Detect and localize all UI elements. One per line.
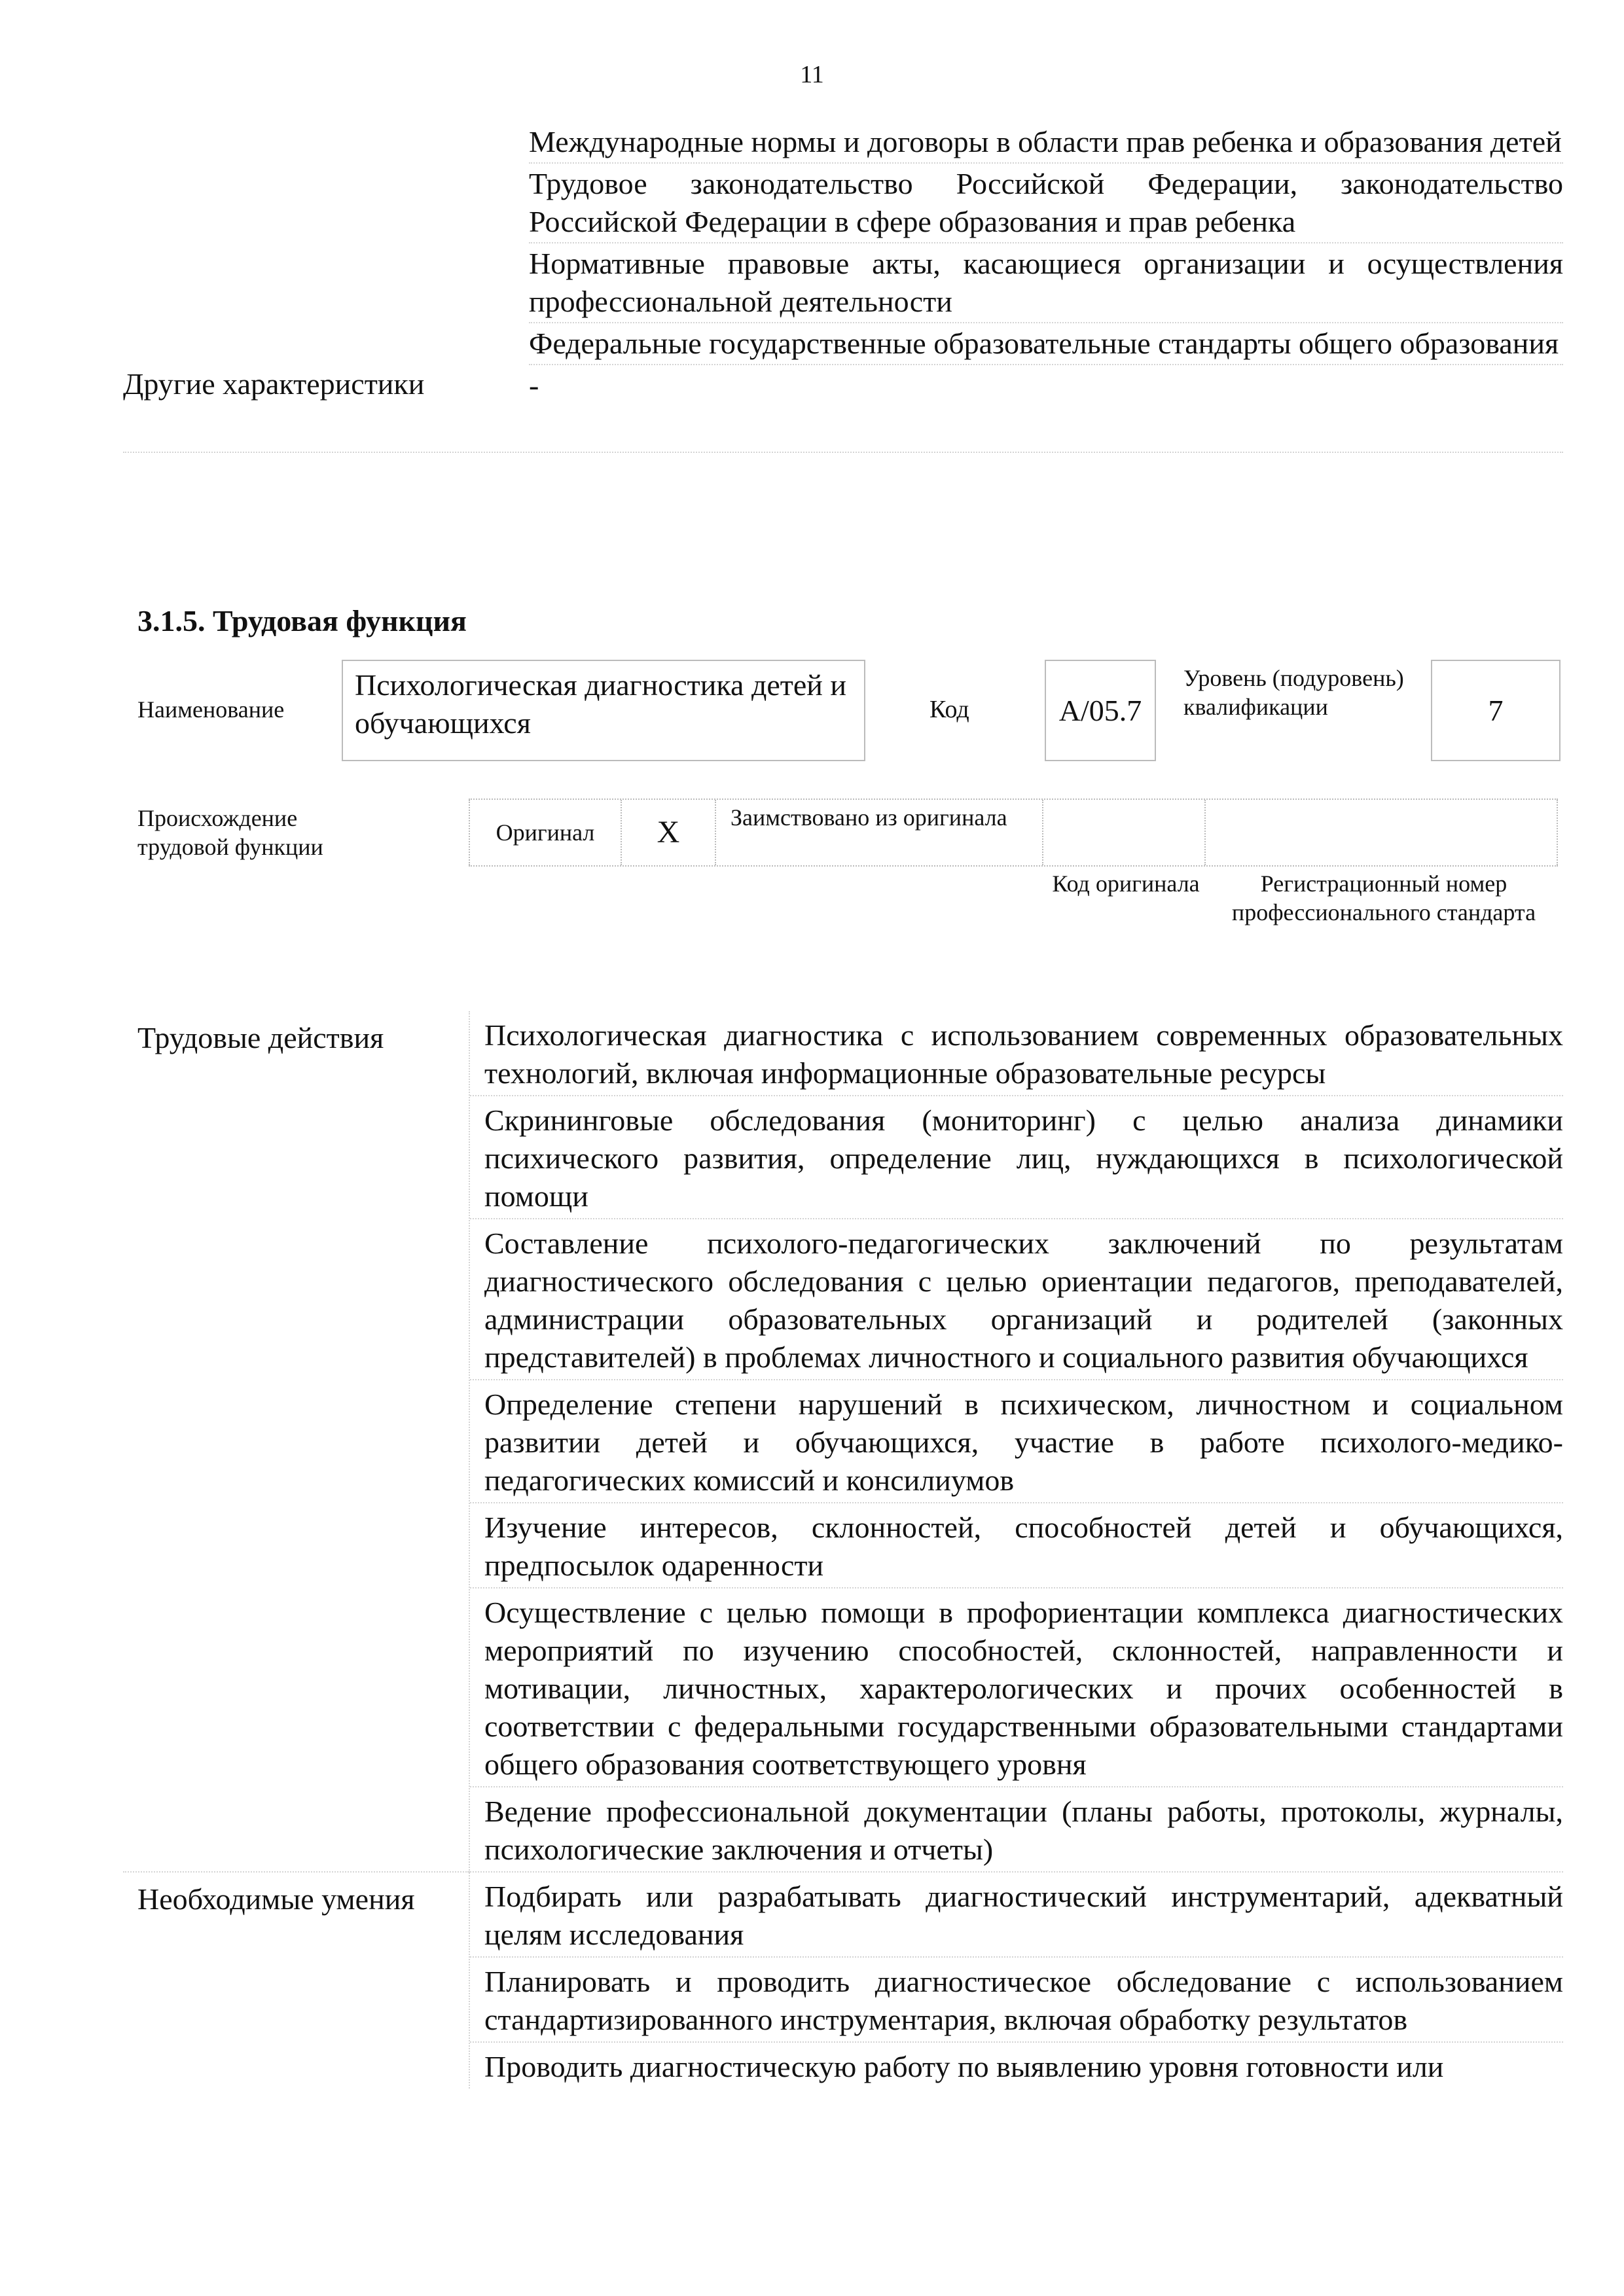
labor-action-item: Осуществление с целью помощи в профориентации комплекса диагностических мероприятий по изучению способностей, склонностей, направленности и мотивации, личностных, характерологических и прочих особенностей в соответствии с федеральными государственными образовательными стандартами общего образования соответствующего уровня [470,1588,1563,1787]
function-details-table [123,1011,1563,2089]
required-skills-label: Необходимые умения [137,1882,415,1916]
labor-action-item: Психологическая диагностика с использованием современных образовательных технологий, включая информационные образовательные ресурсы [470,1011,1563,1096]
knowledge-item: Федеральные государственные образовательные стандарты общего образования [529,323,1563,365]
original-cell: Оригинал [469,800,621,865]
skill-item: Подбирать или разрабатывать диагностический инструментарий, адекватный целям исследования [470,1873,1563,1958]
code-value-box: А/05.7 [1045,660,1156,761]
labor-action-item: Ведение профессиональной документации (планы работы, протоколы, журналы, психологические заключения и отчеты) [470,1787,1563,1873]
page-number: 11 [800,61,824,88]
function-name-box: Психологическая диагностика детей и обучающихся [342,660,865,761]
knowledge-row [123,122,1563,365]
origin-table [469,798,1558,867]
skill-item: Планировать и проводить диагностическое обследование с использованием стандартизированного инструментария, включая обработку результатов [470,1958,1563,2043]
section-title: 3.1.5. Трудовая функция [137,604,467,637]
original-code-cell [1042,800,1204,865]
labor-actions-row [123,1011,1563,1873]
registration-number-cell [1204,800,1558,865]
origin-label: Происхождение трудовой функции [137,805,323,860]
knowledge-item: Нормативные правовые акты, касающиеся организации и осуществления профессиональной деятельности [529,243,1563,323]
qualification-level-box: 7 [1431,660,1561,761]
labor-actions-items [469,1011,1563,1873]
required-skills-row [123,1873,1563,2089]
labor-action-item: Определение степени нарушений в психическом, личностном и социальном развитии детей и обучающихся, участие в работе психолого-медико-педагогических комиссий и консилиумов [470,1380,1563,1503]
qualification-level-label: Уровень (подуровень) квалификации [1183,665,1404,720]
other-characteristics-value: - [529,368,539,402]
knowledge-table-continuation [123,122,1563,453]
original-code-caption: Код оригинала [1052,870,1200,897]
borrowed-cell: Заимствовано из оригинала [715,800,1042,865]
skill-item: Проводить диагностическую работу по выявлению уровня готовности или [484,2050,1444,2083]
labor-action-item: Скрининговые обследования (мониторинг) с целью анализа динамики психического развития, определение лиц, нуждающихся в психологической помощи [470,1096,1563,1219]
labor-action-item: Изучение интересов, склонностей, способностей детей и обучающихся, предпосылок одаренности [470,1503,1563,1588]
labor-action-item: Составление психолого-педагогических заключений по результатам диагностического обследования с целью ориентации педагогов, преподавателей, администрации образовательных организаций и родителей (законных представителей) в проблемах личностного и социального развития обучающихся [470,1219,1563,1380]
labor-actions-label: Трудовые действия [123,1011,469,1873]
knowledge-label-empty [123,122,529,365]
knowledge-item: Международные нормы и договоры в области прав ребенка и образования детей [529,122,1563,164]
required-skills-items [469,1873,1563,2089]
other-characteristics-label: Другие характеристики [123,367,425,401]
name-label: Наименование [137,696,285,723]
other-characteristics-row [123,365,1563,453]
code-label: Код [929,696,969,723]
knowledge-item: Трудовое законодательство Российской Федерации, законодательство Российской Федерации в сфере образования и прав ребенка [529,164,1563,243]
original-mark-cell: X [621,800,715,865]
registration-number-caption: Регистрационный номер профессионального стандарта [1231,870,1536,925]
knowledge-items [529,122,1563,365]
